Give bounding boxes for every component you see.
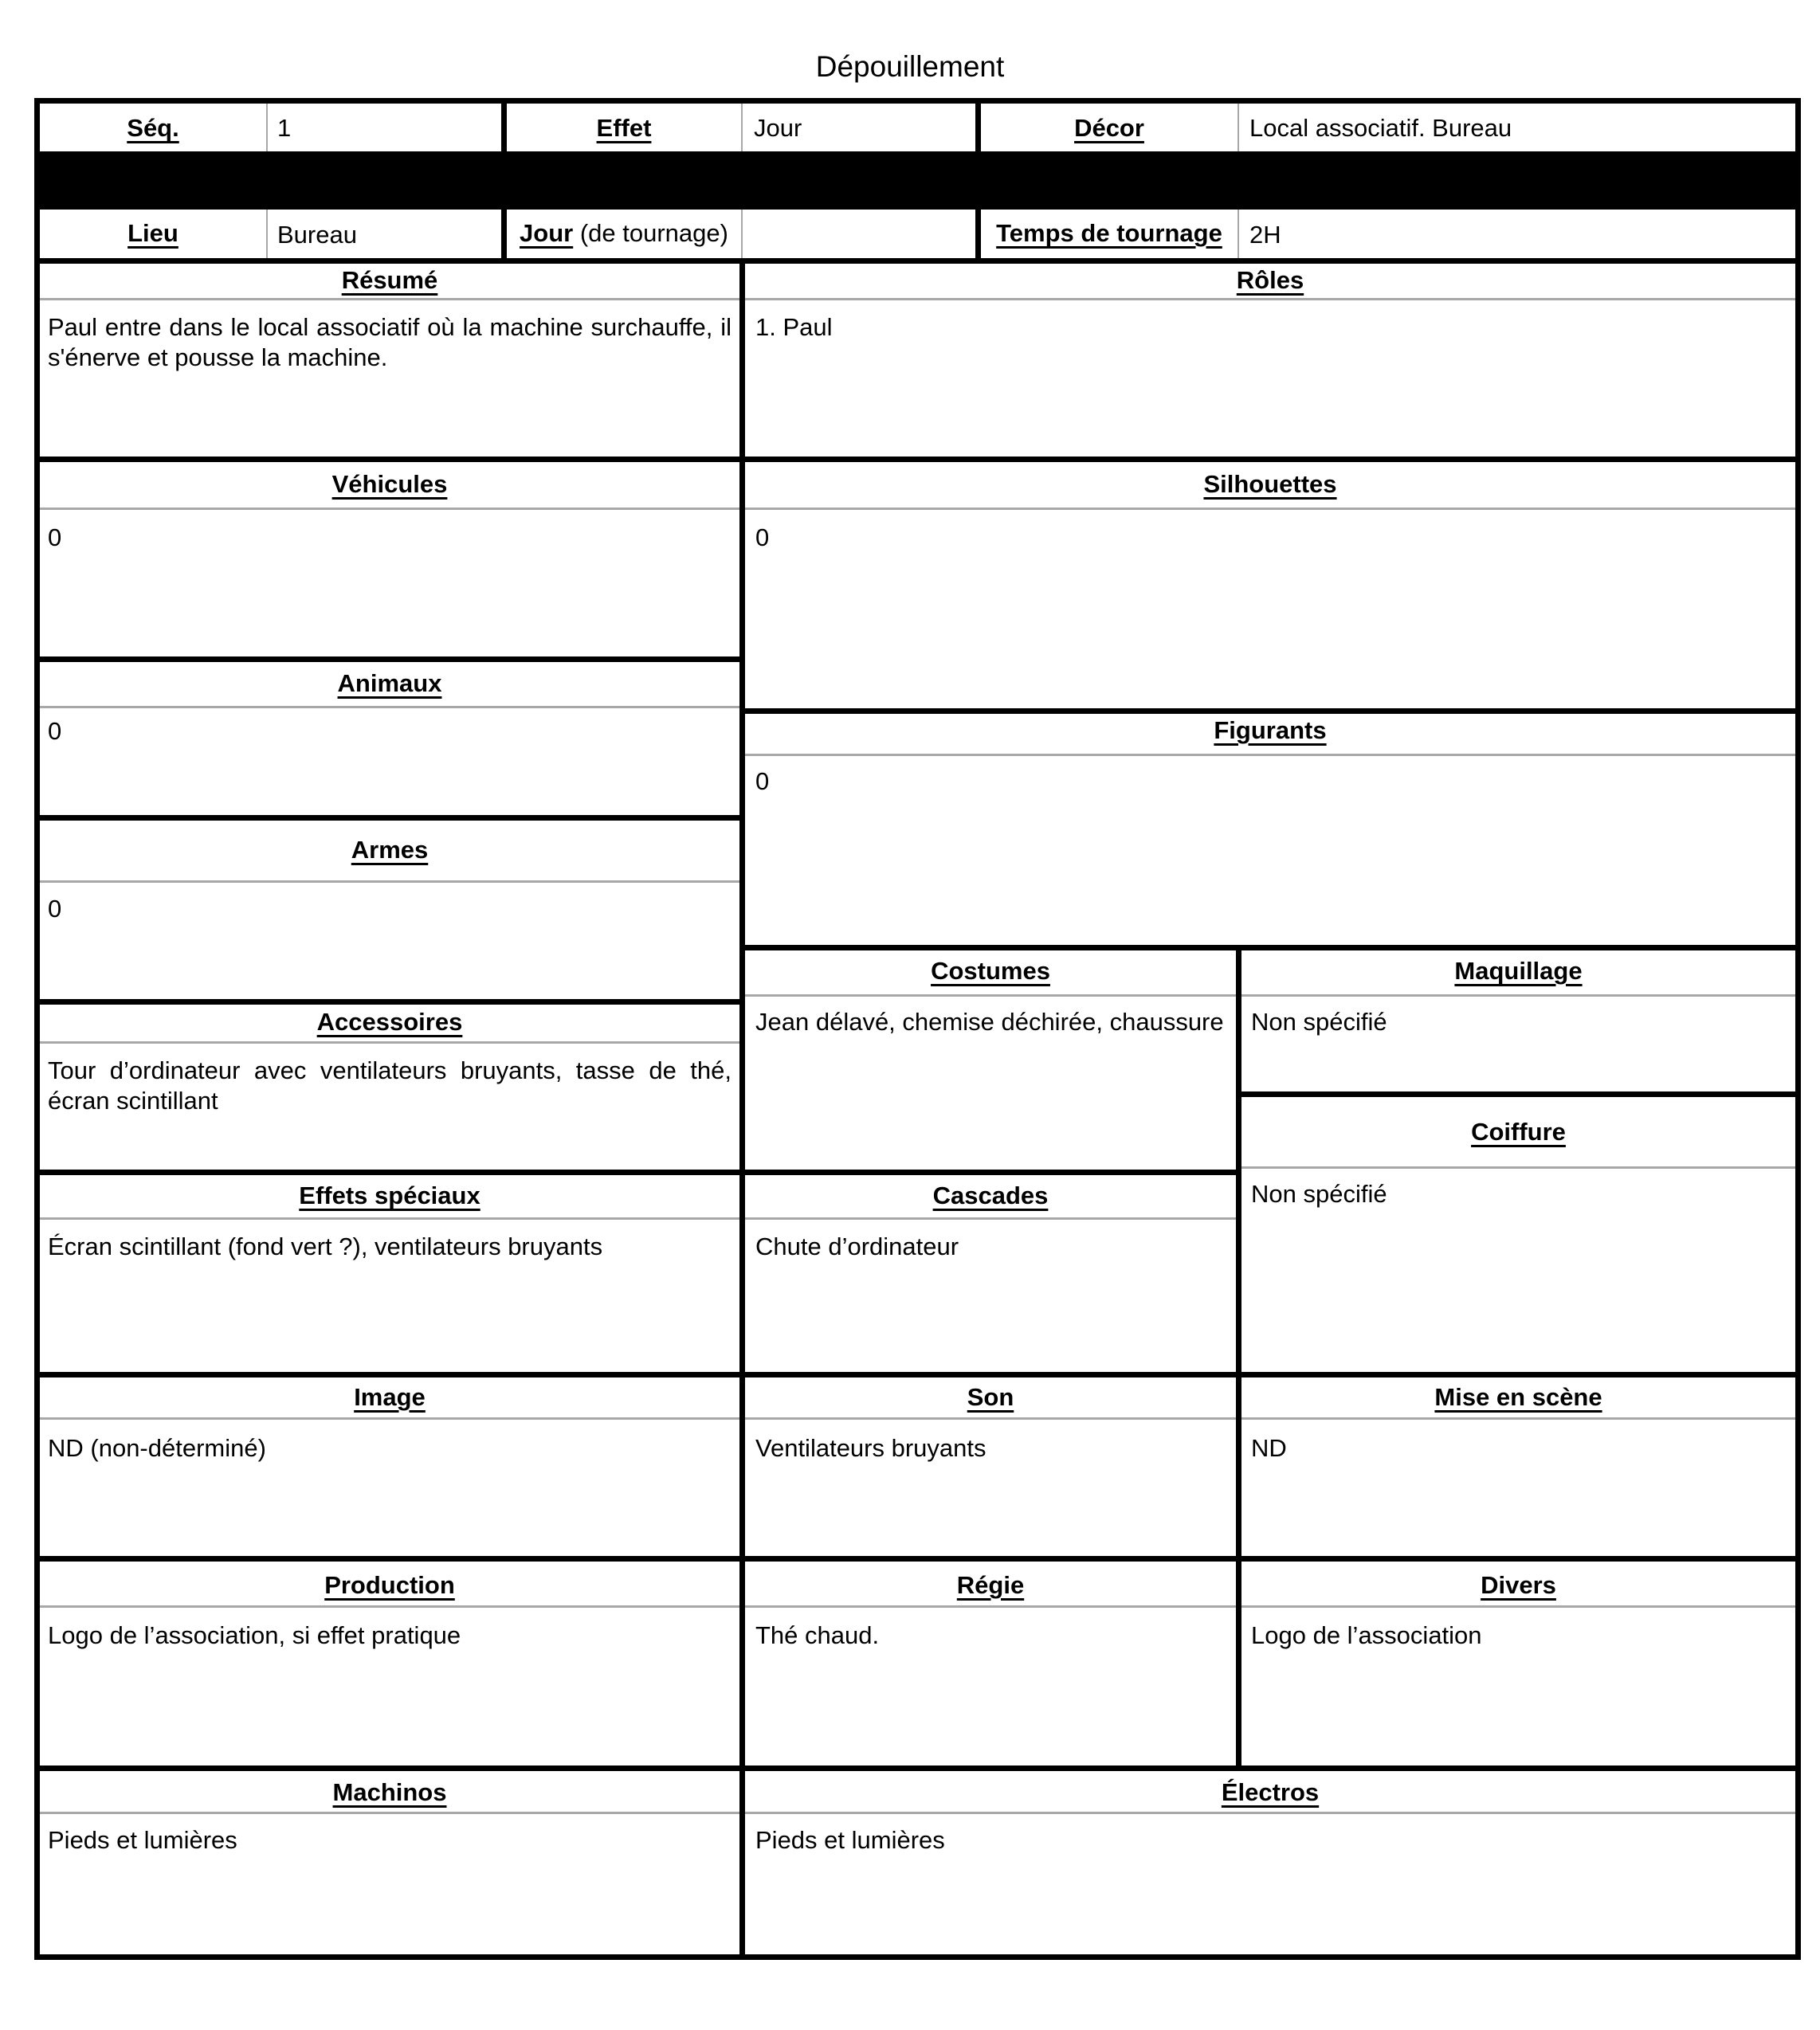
jour-tournage-label xyxy=(507,218,741,249)
seq-value: 1 xyxy=(277,114,292,142)
divider xyxy=(745,507,1795,510)
divider xyxy=(739,945,1801,950)
effets-speciaux-header: Effets spéciaux xyxy=(299,1182,480,1209)
divider xyxy=(266,104,268,151)
divider xyxy=(266,210,268,258)
roles-header: Rôles xyxy=(1236,266,1304,294)
divider xyxy=(40,507,739,510)
vehicules-header: Véhicules xyxy=(331,470,448,498)
divider xyxy=(40,1812,739,1814)
lieu-value: Bureau xyxy=(277,221,357,249)
effet-label: Effet xyxy=(596,114,652,142)
divider xyxy=(745,994,1236,997)
regie-header: Régie xyxy=(956,1571,1025,1599)
right-column-divider xyxy=(1236,945,1241,1771)
mise-en-scene-header: Mise en scène xyxy=(1434,1383,1602,1411)
production-content: Logo de l’association, si effet pratique xyxy=(48,1621,461,1649)
divider xyxy=(745,298,1795,300)
divider xyxy=(34,815,745,821)
lieu-label: Lieu xyxy=(127,219,178,247)
divider xyxy=(1241,1166,1795,1169)
mise-en-scene-content: ND xyxy=(1251,1434,1287,1462)
divider xyxy=(34,1556,1801,1562)
effet-value: Jour xyxy=(754,114,802,142)
divider xyxy=(745,754,1795,756)
silhouettes-content: 0 xyxy=(755,523,770,551)
table-border-top xyxy=(34,98,1801,104)
image-content: ND (non-déterminé) xyxy=(48,1434,266,1462)
divider xyxy=(34,656,745,662)
divider xyxy=(1236,1091,1801,1097)
temps-value: 2H xyxy=(1249,221,1281,249)
machinos-header: Machinos xyxy=(332,1778,447,1806)
machinos-content: Pieds et lumières xyxy=(48,1826,237,1854)
armes-content: 0 xyxy=(48,895,62,923)
divider xyxy=(741,210,743,258)
costumes-header: Costumes xyxy=(931,957,1050,985)
divider xyxy=(1238,210,1239,258)
divider xyxy=(34,999,745,1005)
silhouettes-header: Silhouettes xyxy=(1203,470,1337,498)
maquillage-content: Non spécifié xyxy=(1251,1008,1387,1036)
regie-content: Thé chaud. xyxy=(755,1621,880,1649)
divider xyxy=(1241,1417,1795,1420)
production-header: Production xyxy=(324,1571,455,1599)
table-border-right xyxy=(1795,98,1801,1960)
divers-header: Divers xyxy=(1481,1571,1556,1599)
coiffure-header: Coiffure xyxy=(1471,1118,1566,1146)
temps-label: Temps de tournage xyxy=(996,219,1222,247)
divider xyxy=(745,1217,1236,1220)
divider xyxy=(34,1765,1801,1771)
maquillage-header: Maquillage xyxy=(1454,957,1583,985)
costumes-content: Jean délavé, chemise déchirée, chaussure xyxy=(755,1008,1224,1036)
resume-content: Paul entre dans le local associatif où la machine surchauffe, il s'énerve et pousse la machine. xyxy=(48,313,732,371)
jour-label: Jour xyxy=(520,219,574,247)
roles-content: 1. Paul xyxy=(755,313,833,341)
divider xyxy=(34,1170,1241,1175)
coiffure-content: Non spécifié xyxy=(1251,1180,1387,1208)
divider xyxy=(40,1217,739,1220)
armes-header: Armes xyxy=(351,836,429,864)
divider xyxy=(34,258,1801,264)
cascades-content: Chute d’ordinateur xyxy=(755,1232,959,1260)
vehicules-content: 0 xyxy=(48,523,62,551)
divider xyxy=(40,1605,739,1608)
page-title: Dépouillement xyxy=(815,50,1005,83)
table-border-left xyxy=(34,98,40,1960)
table-border-bottom xyxy=(34,1954,1801,1960)
electros-content: Pieds et lumières xyxy=(755,1826,945,1854)
divers-content: Logo de l’association xyxy=(1251,1621,1482,1649)
divider xyxy=(1238,104,1239,151)
divider xyxy=(745,1812,1795,1814)
divider xyxy=(40,1041,739,1044)
divider xyxy=(741,104,743,151)
divider xyxy=(739,708,1801,714)
electros-header: Électros xyxy=(1221,1778,1320,1806)
effets-speciaux-content: Écran scintillant (fond vert ?), ventilateurs bruyants xyxy=(48,1232,603,1260)
son-content: Ventilateurs bruyants xyxy=(755,1434,986,1462)
divider xyxy=(40,880,739,883)
jour-label-suffix: (de tournage) xyxy=(573,219,728,247)
redaction-bar xyxy=(40,151,1795,210)
accessoires-content: Tour d’ordinateur avec ventilateurs bruyants, tasse de thé, écran scintillant xyxy=(48,1056,732,1115)
resume-header: Résumé xyxy=(341,266,438,294)
divider xyxy=(745,1417,1236,1420)
figurants-content: 0 xyxy=(755,767,770,795)
divider xyxy=(745,1605,1236,1608)
divider xyxy=(40,298,739,300)
divider xyxy=(40,706,739,708)
seq-label: Séq. xyxy=(127,114,179,142)
divider xyxy=(34,457,1801,462)
figurants-header: Figurants xyxy=(1214,716,1327,744)
center-column-divider xyxy=(739,258,745,1960)
cascades-header: Cascades xyxy=(932,1182,1049,1209)
divider xyxy=(1241,994,1795,997)
divider xyxy=(34,1372,1801,1378)
decor-value: Local associatif. Bureau xyxy=(1249,114,1512,142)
image-header: Image xyxy=(354,1383,426,1411)
decor-label: Décor xyxy=(1074,114,1144,142)
son-header: Son xyxy=(967,1383,1014,1411)
divider xyxy=(1241,1605,1795,1608)
accessoires-header: Accessoires xyxy=(316,1008,463,1036)
animaux-header: Animaux xyxy=(337,669,442,697)
divider xyxy=(40,1417,739,1420)
animaux-content: 0 xyxy=(48,717,62,745)
